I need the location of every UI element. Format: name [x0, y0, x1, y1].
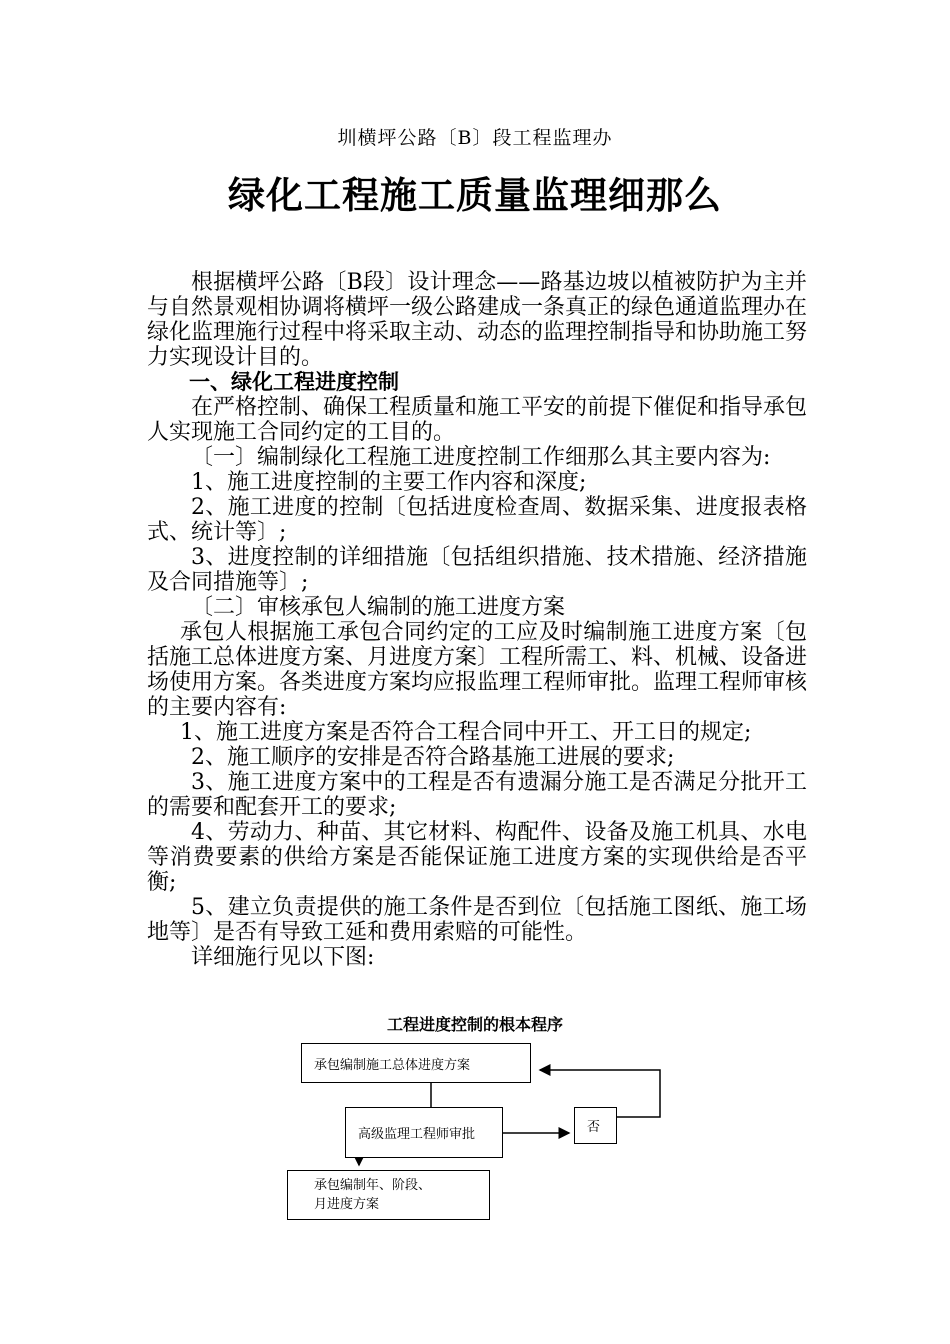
list-item: 1、施工进度控制的主要工作内容和深度; [191, 470, 587, 495]
box-label-line1: 承包编制年、阶段、 [314, 1178, 432, 1193]
flowchart-box-approval [345, 1107, 503, 1158]
list-item: 3、施工进度方案中的工程是否有遗漏分施工是否满足分批开工的需要和配套开工的要求; [147, 770, 807, 820]
subheading: 〔二〕审核承包人编制的施工进度方案 [191, 595, 566, 620]
header-org: 圳横坪公路〔B〕段工程监理办 [337, 127, 613, 149]
box-label: 承包编制施工总体进度方案 [314, 1057, 471, 1073]
paragraph: 在严格控制、确保工程质量和施工平安的前提下催促和指导承包人实现施工合同约定的工目的。 [147, 395, 808, 445]
paragraph: 〔一〕编制绿化工程施工进度控制工作细那么其主要内容为: [191, 445, 771, 470]
list-item: 5、建立负责提供的施工条件是否到位〔包括施工图纸、施工场地等〕是否有导致工延和费用索赔的可能性。 [147, 895, 807, 945]
paragraph: 承包人根据施工承包合同约定的工应及时编制施工进度方案〔包括施工总体进度方案、月进度方案〕工程所需工、料、机械、设备进场使用方案。各类进度方案均应报监理工程师审批。监理工程师审核的主要内容有: [147, 620, 808, 720]
intro-paragraph: 根据横坪公路〔B段〕设计理念——路基边坡以植被防护为主并与自然景观相协调将横坪一级公路建成一条真正的绿色通道监理办在绿化监理施行过程中将采取主动、动态的监理控制指导和协助施工努力实现设计目的。 [147, 270, 808, 370]
paragraph: 详细施行见以下图: [191, 945, 375, 970]
box-label-line2: 月进度方案 [314, 1197, 380, 1212]
list-item: 2、施工进度的控制〔包括进度检查周、数据采集、进度报表格式、统计等〕; [147, 495, 807, 545]
list-item: 2、施工顺序的安排是否符合路基施工进展的要求; [191, 745, 675, 770]
box-label: 高级监理工程师审批 [358, 1127, 476, 1142]
flowchart-box-reject [574, 1107, 617, 1144]
flowchart-box-periodic-plan [287, 1170, 490, 1220]
document-title: 绿化工程施工质量监理细那么 [228, 174, 722, 217]
section-heading: 一、绿化工程进度控制 [189, 370, 399, 394]
list-item: 3、进度控制的详细措施〔包括组织措施、技术措施、经济措施及合同措施等〕; [147, 545, 807, 595]
list-item: 4、劳动力、种苗、其它材料、构配件、设备及施工机具、水电等消费要素的供给方案是否能保证施工进度方案的实现供给是否平衡; [147, 820, 807, 895]
box-label: 否 [587, 1120, 601, 1135]
flowchart-box-submit-plan [301, 1043, 531, 1083]
list-item: 1、施工进度方案是否符合工程合同中开工、开工日的规定; [180, 720, 752, 745]
flowchart-title: 工程进度控制的根本程序 [386, 1015, 563, 1034]
